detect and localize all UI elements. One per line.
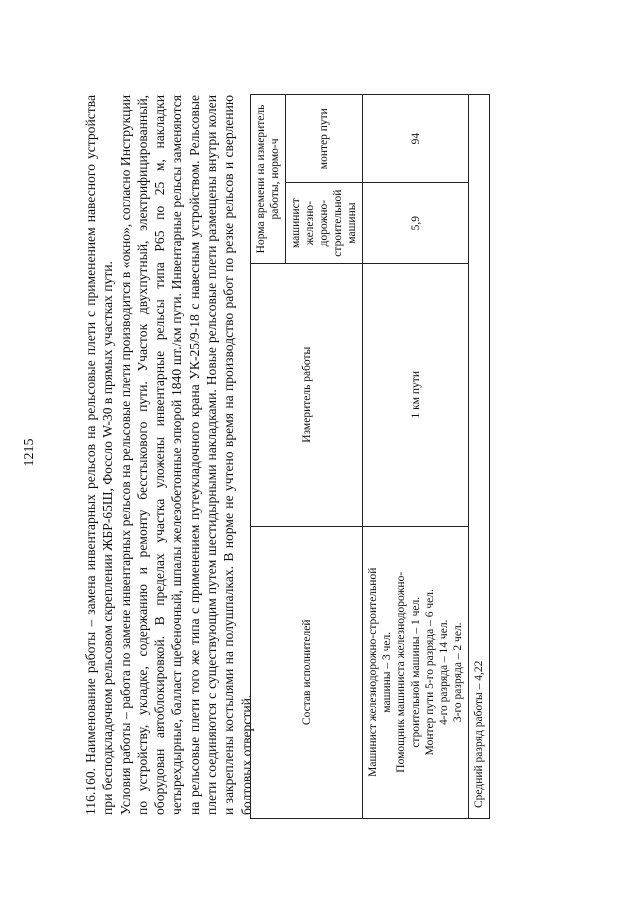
page-number: 1215 [22, 438, 37, 467]
work-conditions-paragraph: Условия работы – работа по замене инвентарных рельсов на рельсовые плети производится в «окно», согласно Инструкции по устройству, укладке, содержанию и ремонту бесстыкового пути. Участок двухпутный, электрифицированный, оборудован автоблокировкой. В пределах участка уложены инвентарные рельсы типа Р65 по 25 м, накладки четырехдырные, балласт щебеночный, шпалы железобетонные эпюрой 1840 шт./км пути. Инвентарные рельсы заменяются на рельсовые плети того же типа с применением путеукладочного крана УК-25/9-18 с навесным устройством. Рельсовые плети соединяются с существующим путем шестидырными накладками. Новые рельсовые плети размещены внутри колеи и закреплены костылями на полушпалках. В норме не учтено время на производство работ по резке рельсов и сверлению болтовых отверстий. [117, 95, 254, 815]
norm-table [250, 94, 490, 819]
worker-line: строительной машины – 1 чел. [409, 596, 422, 748]
header-composition: Состав исполнителей [251, 526, 363, 818]
meter-value: 1 км пути [363, 263, 469, 526]
operator-value: 5,9 [363, 183, 469, 264]
worker-line: машины – 3 чел. [381, 631, 394, 713]
header-operator: машинист железно-дорожно-строительной машины [286, 183, 363, 264]
header-track-fitter: монтер пути [286, 95, 363, 183]
header-meter: Измеритель работы [251, 263, 363, 526]
header-norm-group: Норма времени на измеритель работы, нормо-ч [251, 95, 286, 264]
body-text [82, 95, 255, 815]
workers-cell [363, 526, 469, 818]
average-grade: Средний разряд работы – 4,22 [469, 95, 490, 819]
work-title-paragraph: 116.160. Наименование работы – замена инвентарных рельсов на рельсовые плети с применением навесного устройства при бесподкладочном рельсовом скреплении ЖБР-65Ш, Фоссло W-30 в прямых участках пути. [83, 95, 116, 815]
worker-line: Помощник машиниста железнодорожно- [395, 571, 408, 773]
table-header-row [251, 95, 286, 819]
track-fitter-value: 94 [363, 95, 469, 183]
worker-line: Машинист железнодорожно-строительной [367, 567, 379, 777]
table-footer-row [469, 95, 490, 819]
worker-line: Монтер пути 5-го разряда – 6 чел. [423, 589, 436, 756]
worker-line: 3-го разряда – 2 чел. [452, 622, 465, 723]
worker-line: 4-го разряда – 14 чел. [438, 619, 451, 725]
table-row [363, 95, 469, 819]
